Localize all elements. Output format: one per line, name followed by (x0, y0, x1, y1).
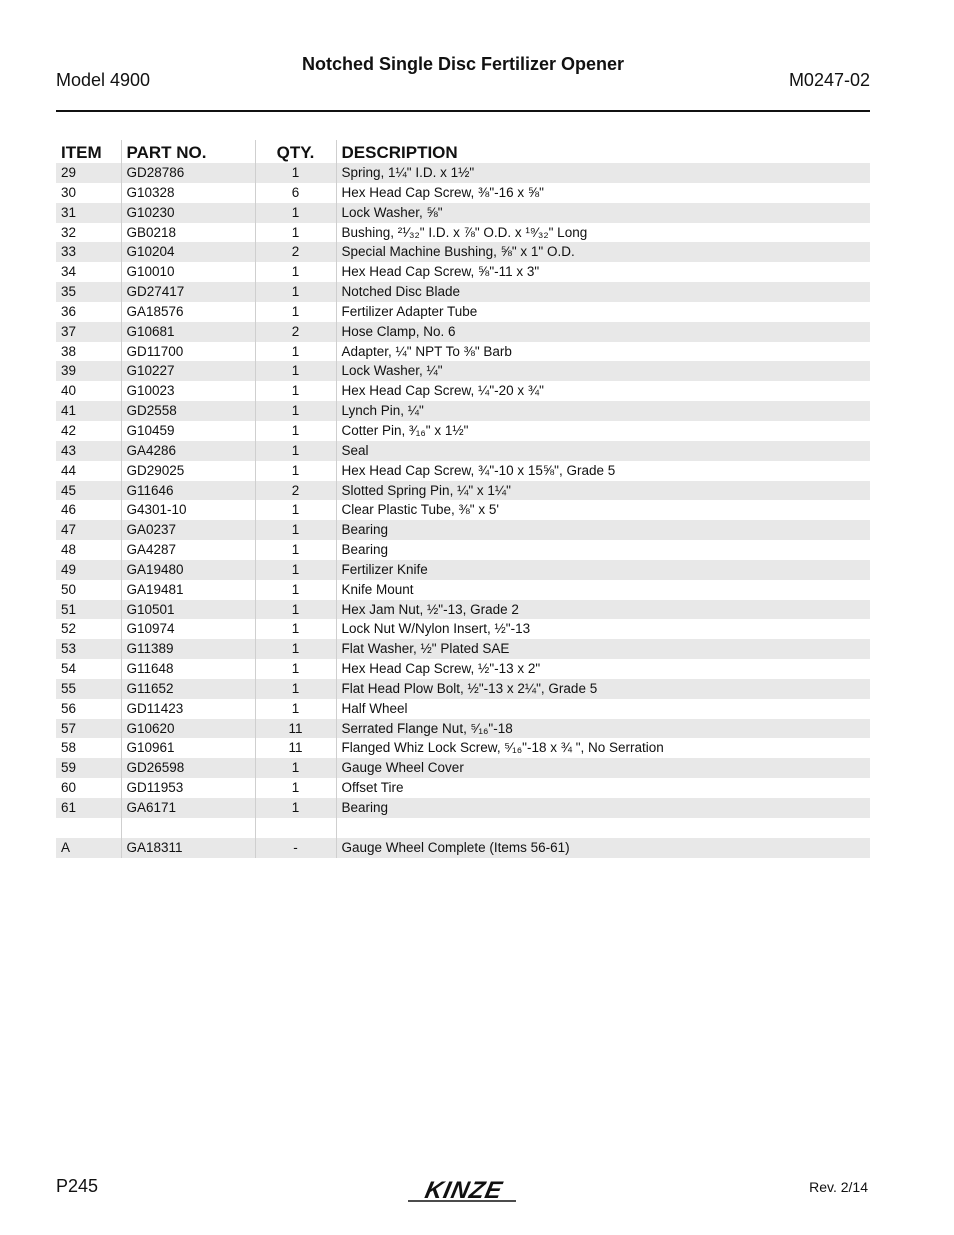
cell-item-number: 55 (56, 679, 121, 699)
cell-quantity: 1 (255, 679, 336, 699)
cell-description: Hex Jam Nut, ½"-13, Grade 2 (336, 600, 870, 620)
cell-description: Adapter, ¼" NPT To ⅜" Barb (341, 343, 512, 359)
table-row (56, 461, 870, 481)
cell-quantity: 1 (255, 381, 336, 401)
cell-description: Lock Nut W/Nylon Insert, ½"-13 (341, 621, 531, 637)
cell-quantity: 1 (255, 361, 336, 381)
cell-part-number: G11646 (121, 481, 255, 501)
cell-quantity: 2 (255, 242, 336, 262)
cell-description: Offset Tire (341, 780, 404, 796)
cell-description: Hex Head Cap Screw, ¾"-10 x 15⅝", Grade 5 (341, 462, 616, 478)
revision-label: Rev. 2/14 (809, 1179, 868, 1195)
cell-item-number: 30 (56, 183, 121, 203)
table-row (56, 758, 870, 778)
cell-item-number: 39 (56, 361, 121, 381)
cell-description: Half Wheel (341, 700, 408, 716)
cell-part-number: GD11700 (121, 342, 255, 362)
table-row (56, 302, 870, 322)
cell-quantity: 1 (255, 500, 336, 520)
cell-item-number: 45 (56, 481, 121, 501)
cell-part-number: GA6171 (121, 798, 255, 818)
cell-item-number: 46 (56, 500, 121, 520)
cell-part-number: GD26598 (121, 758, 255, 778)
cell-quantity: 1 (255, 520, 336, 540)
cell-description: Hex Head Cap Screw, ⅝"-11 x 3" (341, 264, 540, 280)
cell-item-number: 36 (56, 302, 121, 322)
cell-item-number: 54 (56, 659, 121, 679)
cell-quantity: 1 (255, 223, 336, 243)
cell-description: Lock Washer, ¼" (336, 361, 870, 381)
cell-part-number: G11648 (121, 659, 255, 679)
cell-quantity: - (255, 838, 336, 858)
table-row (56, 798, 870, 818)
header-rule (56, 110, 870, 112)
cell-quantity: 11 (255, 719, 336, 739)
table-row (56, 322, 870, 342)
table-row (56, 203, 870, 223)
cell-description: Hex Head Cap Screw, ⅜"-16 x ⅝" (341, 184, 544, 200)
cell-description: Bearing (341, 542, 389, 558)
cell-description: Hex Head Cap Screw, ½"-13 x 2" (341, 661, 541, 677)
cell-part-number: G10681 (121, 322, 255, 342)
cell-quantity: 1 (255, 401, 336, 421)
cell-description: Lock Washer, ⅝" (336, 203, 870, 223)
table-row (56, 699, 870, 719)
cell-part-number: GD27417 (121, 282, 255, 302)
cell-quantity: 1 (255, 580, 336, 600)
cell-item-number: 57 (56, 719, 121, 739)
cell-part-number: G11389 (121, 639, 255, 659)
cell-item-number: 38 (56, 342, 121, 362)
cell-item-number: 50 (56, 580, 121, 600)
cell-item-number: 53 (56, 639, 121, 659)
cell-description: Hex Head Cap Screw, ¼"-20 x ¾" (341, 383, 544, 399)
cell-item-number: 52 (56, 619, 121, 639)
document-number: M0247-02 (788, 70, 870, 90)
cell-quantity: 1 (255, 639, 336, 659)
cell-part-number: G10230 (121, 203, 255, 223)
cell-quantity: 2 (255, 322, 336, 342)
cell-part-number: G10328 (121, 183, 255, 203)
table-row (56, 401, 870, 421)
cell-part-number: GA18576 (121, 302, 255, 322)
cell-description: Gauge Wheel Complete (Items 56-61) (336, 838, 870, 858)
table-row (56, 639, 870, 659)
cell-item-number: 32 (56, 223, 121, 243)
cell-description: Flat Head Plow Bolt, ½"-13 x 2¼", Grade 5 (336, 679, 870, 699)
cell-description: Fertilizer Adapter Tube (341, 303, 478, 319)
table-row (56, 342, 870, 362)
cell-description (336, 818, 870, 838)
cell-quantity: 1 (255, 302, 336, 322)
cell-quantity: 2 (255, 481, 336, 501)
table-row (56, 719, 870, 739)
cell-description: Serrated Flange Nut, ⁵⁄₁₆"-18 (336, 719, 870, 739)
cell-item-number: 44 (56, 461, 121, 481)
cell-item-number: 37 (56, 322, 121, 342)
cell-item-number: 31 (56, 203, 121, 223)
cell-description: Fertilizer Knife (336, 560, 870, 580)
cell-item-number: 33 (56, 242, 121, 262)
cell-part-number: G10010 (121, 262, 255, 282)
table-row (56, 242, 870, 262)
cell-quantity: 1 (255, 262, 336, 282)
table-row (56, 421, 870, 441)
model-label: Model 4900 (56, 70, 151, 90)
svg-text:KINZE: KINZE (422, 1177, 506, 1204)
cell-quantity: 1 (255, 342, 336, 362)
cell-description: Flat Washer, ½" Plated SAE (336, 639, 870, 659)
table-row (56, 778, 870, 798)
cell-item-number: 51 (56, 600, 121, 620)
cell-part-number: GA18311 (121, 838, 255, 858)
column-header-part-no: PART NO. (121, 140, 255, 163)
cell-part-number: GA4287 (121, 540, 255, 560)
cell-quantity: 1 (255, 421, 336, 441)
table-row (56, 600, 870, 620)
cell-item-number: 47 (56, 520, 121, 540)
cell-part-number: G10459 (121, 421, 255, 441)
cell-item-number: 40 (56, 381, 121, 401)
cell-quantity: 1 (255, 699, 336, 719)
table-row (56, 282, 870, 302)
table-header-row (56, 140, 870, 163)
table-row (56, 163, 870, 183)
cell-item-number: 43 (56, 441, 121, 461)
cell-item-number: 59 (56, 758, 121, 778)
table-row (56, 838, 870, 858)
table-row (56, 659, 870, 679)
cell-quantity: 1 (255, 441, 336, 461)
cell-item-number: 42 (56, 421, 121, 441)
document-title: Notched Single Disc Fertilizer Opener (301, 54, 625, 74)
table-row (56, 223, 870, 243)
table-row (56, 580, 870, 600)
table-row (56, 381, 870, 401)
table-row (56, 481, 870, 501)
table-row (56, 183, 870, 203)
cell-quantity: 1 (255, 282, 336, 302)
cell-part-number: G4301-10 (121, 500, 255, 520)
cell-part-number: GD2558 (121, 401, 255, 421)
cell-description: Bearing (336, 798, 870, 818)
table-row (56, 818, 870, 838)
cell-item-number: 56 (56, 699, 121, 719)
cell-item-number (56, 818, 121, 838)
table-row (56, 361, 870, 381)
cell-description: Bearing (336, 520, 870, 540)
kinze-logo (402, 1176, 522, 1204)
table-row (56, 441, 870, 461)
table-row (56, 520, 870, 540)
cell-part-number: GA0237 (121, 520, 255, 540)
table-row (56, 619, 870, 639)
cell-part-number: G10023 (121, 381, 255, 401)
cell-quantity: 1 (255, 203, 336, 223)
cell-description: Slotted Spring Pin, ¼" x 1¼" (336, 481, 870, 501)
cell-quantity: 11 (255, 738, 336, 758)
cell-part-number: G10620 (121, 719, 255, 739)
column-header-qty: QTY. (255, 140, 336, 163)
cell-description: Hose Clamp, No. 6 (336, 322, 870, 342)
column-header-description: DESCRIPTION (341, 143, 458, 162)
cell-quantity: 1 (255, 600, 336, 620)
cell-description: Notched Disc Blade (336, 282, 870, 302)
cell-part-number: G10974 (121, 619, 255, 639)
cell-quantity: 1 (255, 540, 336, 560)
cell-quantity: 1 (255, 560, 336, 580)
cell-quantity (255, 818, 336, 838)
cell-part-number: GA19480 (121, 560, 255, 580)
cell-description: Lynch Pin, ¼" (336, 401, 870, 421)
table-row (56, 262, 870, 282)
cell-part-number: GA19481 (121, 580, 255, 600)
cell-description: Knife Mount (341, 581, 414, 597)
cell-description: Clear Plastic Tube, ⅜" x 5' (341, 502, 499, 518)
cell-part-number: GD28786 (121, 163, 255, 183)
cell-part-number: GD11953 (121, 778, 255, 798)
cell-part-number: G10501 (121, 600, 255, 620)
table-row (56, 679, 870, 699)
cell-description: Gauge Wheel Cover (336, 758, 870, 778)
cell-item-number: 49 (56, 560, 121, 580)
cell-part-number: GB0218 (121, 223, 255, 243)
cell-quantity: 1 (255, 619, 336, 639)
cell-part-number: GD11423 (121, 699, 255, 719)
cell-quantity: 1 (255, 798, 336, 818)
page-number: P245 (56, 1176, 99, 1196)
cell-description: Bushing, ²¹⁄₃₂" I.D. x ⅞" O.D. x ¹⁹⁄₃₂" Long (341, 224, 588, 240)
cell-part-number: GA4286 (121, 441, 255, 461)
cell-part-number: G10961 (121, 738, 255, 758)
cell-description: Flanged Whiz Lock Screw, ⁵⁄₁₆"-18 x ¾ ", No Serration (341, 740, 664, 756)
cell-item-number: A (56, 838, 121, 858)
column-header-item: ITEM (56, 140, 121, 163)
cell-item-number: 41 (56, 401, 121, 421)
cell-item-number: 35 (56, 282, 121, 302)
table-row (56, 560, 870, 580)
table-row (56, 738, 870, 758)
cell-item-number: 29 (56, 163, 121, 183)
cell-part-number: GD29025 (121, 461, 255, 481)
cell-description: Seal (336, 441, 870, 461)
cell-description: Special Machine Bushing, ⅝" x 1" O.D. (336, 242, 870, 262)
cell-part-number: G10227 (121, 361, 255, 381)
cell-description: Spring, 1¼" I.D. x 1½" (336, 163, 870, 183)
cell-part-number: G10204 (121, 242, 255, 262)
cell-part-number (121, 818, 255, 838)
parts-table (56, 140, 870, 858)
cell-item-number: 34 (56, 262, 121, 282)
table-row (56, 500, 870, 520)
cell-description: Cotter Pin, ³⁄₁₆" x 1½" (341, 422, 469, 438)
cell-quantity: 6 (255, 183, 336, 203)
cell-quantity: 1 (255, 163, 336, 183)
cell-item-number: 61 (56, 798, 121, 818)
cell-quantity: 1 (255, 758, 336, 778)
table-row (56, 540, 870, 560)
cell-part-number: G11652 (121, 679, 255, 699)
cell-item-number: 48 (56, 540, 121, 560)
cell-item-number: 58 (56, 738, 121, 758)
cell-quantity: 1 (255, 461, 336, 481)
cell-quantity: 1 (255, 778, 336, 798)
cell-item-number: 60 (56, 778, 121, 798)
cell-quantity: 1 (255, 659, 336, 679)
parts-table-body (56, 163, 870, 858)
